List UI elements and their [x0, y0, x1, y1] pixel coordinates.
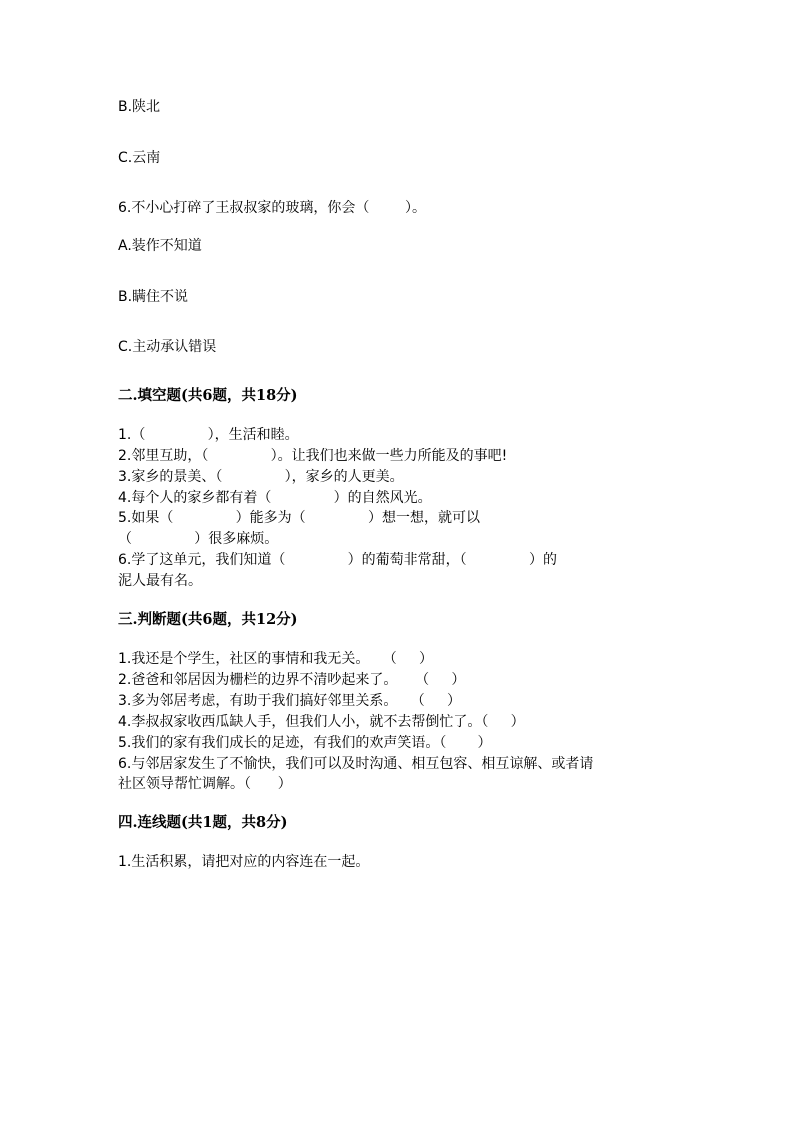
q6-option-c: C.主动承认错误 — [118, 339, 217, 355]
judge-line-1: 1.我还是个学生，社区的事情和我无关。 （ ） — [118, 651, 433, 667]
fill-line-3: 3.家乡的景美、（ ），家乡的人更美。 — [118, 469, 404, 485]
fill-line-2: 2.邻里互助，（ ）。让我们也来做一些力所能及的事吧! — [118, 448, 508, 464]
q5-option-b: B.陕北 — [118, 99, 161, 115]
q5-option-c: C.云南 — [118, 150, 161, 166]
section2-heading: 二.填空题(共6题，共18分) — [118, 387, 298, 404]
judge-line-6-cont: 社区领导帮忙调解。（ ） — [118, 776, 292, 792]
section3-heading: 三.判断题(共6题，共12分) — [118, 611, 298, 628]
judge-line-2: 2.爸爸和邻居因为栅栏的边界不清吵起来了。 （ ） — [118, 672, 466, 688]
match-question-1: 1.生活积累，请把对应的内容连在一起。 — [118, 854, 370, 870]
judge-line-5: 5.我们的家有我们成长的足迹，有我们的欢声笑语。（ ） — [118, 735, 492, 751]
judge-line-3: 3.多为邻居考虑，有助于我们搞好邻里关系。 （ ） — [118, 693, 461, 709]
fill-line-6-cont: 泥人最有名。 — [118, 573, 202, 589]
q6-stem: 6.不小心打碎了王叔叔家的玻璃，你会（ ）。 — [118, 200, 426, 216]
q6-option-b: B.瞒住不说 — [118, 289, 189, 305]
judge-line-4: 4.李叔叔家收西瓜缺人手，但我们人小，就不去帮倒忙了。（ ） — [118, 714, 525, 730]
fill-line-5: 5.如果（ ）能多为（ ）想一想，就可以 — [118, 510, 480, 526]
fill-line-4: 4.每个人的家乡都有着（ ）的自然风光。 — [118, 490, 432, 506]
fill-line-5-cont: （ ）很多麻烦。 — [118, 531, 279, 547]
section4-heading: 四.连线题(共1题，共8分) — [118, 814, 288, 831]
q6-option-a: A.装作不知道 — [118, 238, 202, 254]
judge-line-6: 6.与邻居家发生了不愉快，我们可以及时沟通、相互包容、相互谅解、或者请 — [118, 756, 594, 772]
fill-line-1: 1.（ ），生活和睦。 — [118, 427, 299, 443]
fill-line-6: 6.学了这单元，我们知道（ ）的葡萄非常甜，（ ）的 — [118, 552, 557, 568]
